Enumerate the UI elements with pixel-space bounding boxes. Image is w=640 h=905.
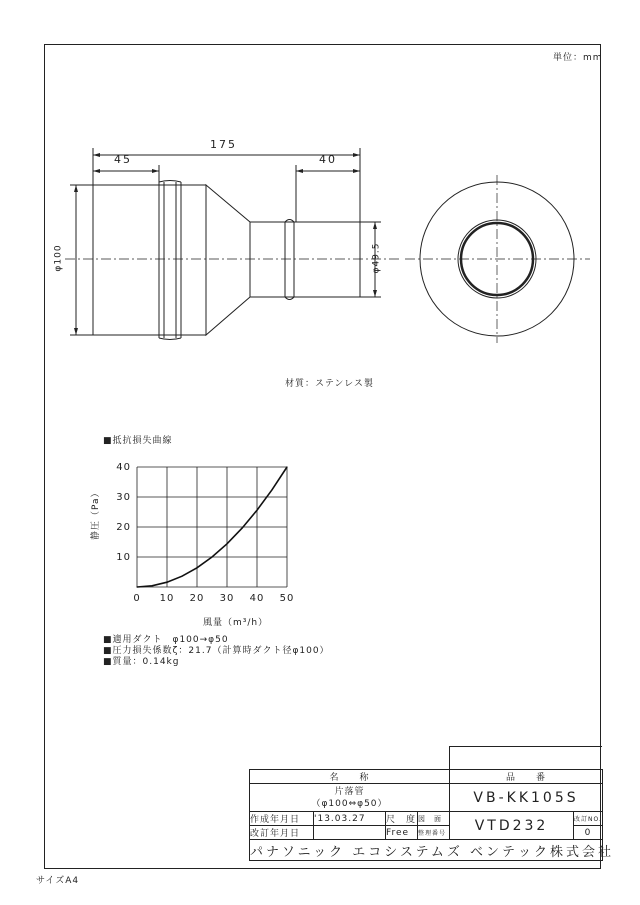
material-label: 材質：ステンレス製 xyxy=(285,379,374,389)
technical-drawing xyxy=(45,45,602,405)
chart-xlabel: 風量（m³/h） xyxy=(203,618,269,628)
drawing-number: VTD232 xyxy=(450,812,574,840)
created-label: 作成年月日 xyxy=(250,812,314,826)
product-number: VB-KK105S xyxy=(450,784,603,812)
data-point xyxy=(151,585,152,586)
x-tick-label: 50 xyxy=(279,593,295,604)
drawing-label: 図 面 xyxy=(418,812,450,826)
dim-total: 175 xyxy=(210,138,237,151)
resistance-curve-chart xyxy=(103,457,363,637)
taper-cone xyxy=(206,185,250,335)
scale-label: 尺 度 xyxy=(386,812,418,826)
revised-date xyxy=(314,826,386,840)
y-tick-label: 40 xyxy=(116,462,131,473)
data-point xyxy=(286,466,287,467)
x-tick-label: 0 xyxy=(133,593,141,604)
chart-heading: ■抵抗損失曲線 xyxy=(103,436,173,446)
notes xyxy=(103,635,330,668)
data-point xyxy=(181,576,182,577)
scale-value: Free xyxy=(386,826,418,840)
dim-dia-left: φ100 xyxy=(53,244,64,272)
company-name: パナソニック エコシステムズ ベンテック株式会社 xyxy=(250,840,603,861)
data-point xyxy=(256,510,257,511)
dim-dia-right: φ49.5 xyxy=(371,242,382,274)
note-mass: ■質量：0.14kg xyxy=(103,657,180,667)
y-tick-label: 20 xyxy=(116,522,131,533)
small-cylinder xyxy=(250,222,360,297)
dim-left: 45 xyxy=(114,153,132,166)
product-name-spec: （φ100⇔φ50） xyxy=(311,798,388,809)
dim-right: 40 xyxy=(319,153,337,166)
revision-value: 0 xyxy=(574,826,603,840)
revised-label: 改訂年月日 xyxy=(250,826,314,840)
product-header: 品 番 xyxy=(450,770,603,784)
large-cylinder xyxy=(93,185,206,335)
chart-ylabel: 静圧（Pa） xyxy=(91,487,101,540)
paper-size-label: サイズA4 xyxy=(36,876,80,886)
product-name: 片落管 xyxy=(334,786,365,797)
data-point xyxy=(271,489,272,490)
data-point xyxy=(166,582,167,583)
data-point xyxy=(136,586,137,587)
x-tick-label: 10 xyxy=(159,593,175,604)
drawing-number-label: 整理番号 xyxy=(418,826,450,840)
product-name-cell xyxy=(250,784,450,812)
title-block-top xyxy=(449,746,602,769)
data-point xyxy=(241,528,242,529)
revision-label: 改訂NO. xyxy=(574,812,603,826)
drawing-sheet xyxy=(44,44,615,869)
x-tick-label: 20 xyxy=(189,593,205,604)
unit-label: 単位：mm xyxy=(553,53,603,63)
data-point xyxy=(211,556,212,557)
y-tick-label: 10 xyxy=(116,552,131,563)
name-header: 名 称 xyxy=(250,770,450,784)
note-loss-coefficient: ■圧力損失係数ζ：21.7（計算時ダクト径φ100） xyxy=(103,646,330,656)
data-point xyxy=(196,567,197,568)
created-date: '13.03.27 xyxy=(314,812,386,826)
x-tick-label: 40 xyxy=(249,593,265,604)
y-tick-label: 30 xyxy=(116,492,131,503)
data-point xyxy=(226,543,227,544)
note-duct: ■適用ダクト φ100→φ50 xyxy=(103,635,229,645)
x-tick-label: 30 xyxy=(219,593,235,604)
title-block xyxy=(249,769,615,861)
